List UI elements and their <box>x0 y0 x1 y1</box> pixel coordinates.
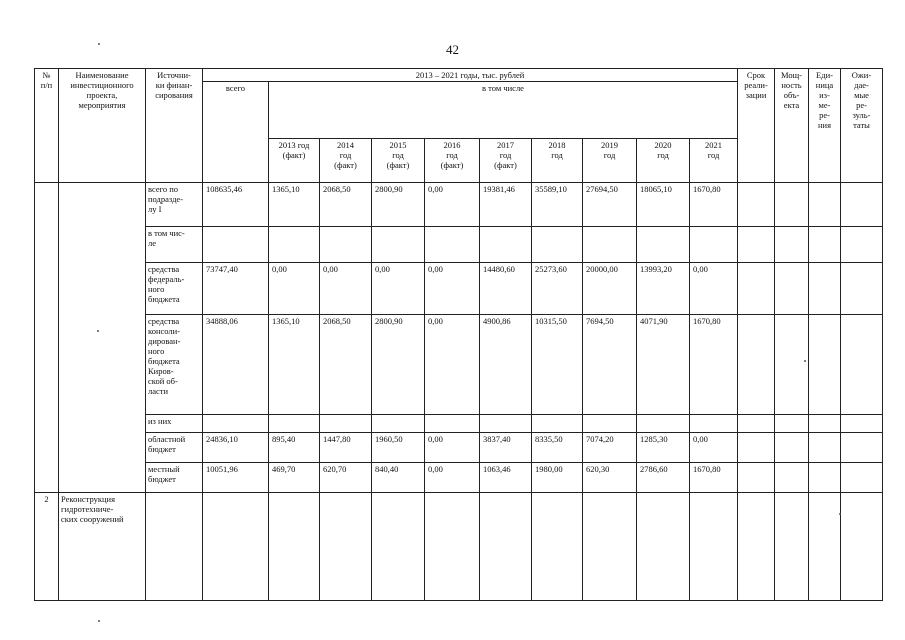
year-value-cell <box>425 227 480 263</box>
year-value-cell: 0,00 <box>690 433 738 463</box>
empty-cell <box>532 493 583 601</box>
empty-cell <box>809 263 841 315</box>
header-number: № п/п <box>35 69 59 183</box>
empty-cell <box>841 415 883 433</box>
year-value-cell: 10315,50 <box>532 315 583 415</box>
empty-cell <box>146 493 203 601</box>
header-year: 2013 год (факт) <box>269 139 320 183</box>
year-value-cell: 1980,00 <box>532 463 583 493</box>
header-year: 2018 год <box>532 139 583 183</box>
year-value-cell <box>269 415 320 433</box>
total-cell <box>203 415 269 433</box>
total-cell: 24836,10 <box>203 433 269 463</box>
empty-cell <box>425 493 480 601</box>
funding-source-cell: из них <box>146 415 203 433</box>
empty-cell <box>372 493 425 601</box>
funding-source-cell: всего по подразде- лу I <box>146 183 203 227</box>
project-name-cell <box>59 183 146 493</box>
empty-cell <box>841 183 883 227</box>
empty-cell <box>269 493 320 601</box>
year-value-cell <box>532 415 583 433</box>
empty-cell <box>775 263 809 315</box>
empty-cell <box>775 463 809 493</box>
total-cell: 73747,40 <box>203 263 269 315</box>
year-value-cell: 840,40 <box>372 463 425 493</box>
funding-source-cell: средства федераль- ного бюджета <box>146 263 203 315</box>
year-value-cell <box>583 227 637 263</box>
year-value-cell: 20000,00 <box>583 263 637 315</box>
empty-cell <box>775 433 809 463</box>
scan-speck <box>98 620 100 622</box>
empty-cell <box>775 183 809 227</box>
total-cell: 108635,46 <box>203 183 269 227</box>
empty-cell <box>637 493 690 601</box>
year-value-cell: 2800,90 <box>372 183 425 227</box>
scan-speck <box>98 43 100 45</box>
empty-cell <box>809 463 841 493</box>
empty-cell <box>738 415 775 433</box>
investment-budget-table <box>34 68 883 601</box>
empty-cell <box>775 315 809 415</box>
row-number-cell: 2 <box>35 493 59 601</box>
year-value-cell <box>320 415 372 433</box>
empty-cell <box>809 315 841 415</box>
header-total: всего <box>203 82 269 183</box>
header-term: Срок реали- зации <box>738 69 775 183</box>
year-value-cell: 18065,10 <box>637 183 690 227</box>
scan-speck <box>97 330 99 332</box>
header-funding-source: Источни- ки финан- сирования <box>146 69 203 183</box>
year-value-cell: 1960,50 <box>372 433 425 463</box>
header-including: в том числе <box>269 82 738 139</box>
empty-cell <box>809 493 841 601</box>
empty-cell <box>738 263 775 315</box>
empty-cell <box>809 415 841 433</box>
year-value-cell: 2068,50 <box>320 183 372 227</box>
year-value-cell: 25273,60 <box>532 263 583 315</box>
year-value-cell: 19381,46 <box>480 183 532 227</box>
funding-source-cell: в том чис- ле <box>146 227 203 263</box>
header-year: 2015 год (факт) <box>372 139 425 183</box>
empty-cell <box>775 415 809 433</box>
year-value-cell <box>372 415 425 433</box>
year-value-cell: 620,30 <box>583 463 637 493</box>
year-value-cell: 1063,46 <box>480 463 532 493</box>
empty-cell <box>775 493 809 601</box>
year-value-cell: 0,00 <box>372 263 425 315</box>
year-value-cell: 1365,10 <box>269 315 320 415</box>
year-value-cell: 7694,50 <box>583 315 637 415</box>
empty-cell <box>690 493 738 601</box>
empty-cell <box>775 227 809 263</box>
empty-cell <box>809 183 841 227</box>
year-value-cell: 1447,80 <box>320 433 372 463</box>
year-value-cell <box>637 227 690 263</box>
empty-cell <box>841 493 883 601</box>
empty-cell <box>738 315 775 415</box>
year-value-cell: 895,40 <box>269 433 320 463</box>
year-value-cell <box>690 415 738 433</box>
year-value-cell: 0,00 <box>320 263 372 315</box>
year-value-cell: 27694,50 <box>583 183 637 227</box>
header-capacity: Мощ- ность объ- екта <box>775 69 809 183</box>
year-value-cell: 0,00 <box>269 263 320 315</box>
header-period-title: 2013 – 2021 годы, тыс. рублей <box>203 69 738 82</box>
empty-cell <box>480 493 532 601</box>
empty-cell <box>841 463 883 493</box>
year-value-cell: 0,00 <box>425 463 480 493</box>
table-row <box>35 433 883 463</box>
year-value-cell: 2800,90 <box>372 315 425 415</box>
empty-cell <box>738 183 775 227</box>
year-value-cell: 0,00 <box>425 263 480 315</box>
scan-speck <box>804 360 806 362</box>
year-value-cell: 620,70 <box>320 463 372 493</box>
table-row <box>35 315 883 415</box>
empty-cell <box>738 463 775 493</box>
year-value-cell: 1670,80 <box>690 463 738 493</box>
year-value-cell <box>372 227 425 263</box>
empty-cell <box>320 493 372 601</box>
year-value-cell <box>320 227 372 263</box>
funding-source-cell: областной бюджет <box>146 433 203 463</box>
funding-source-cell: местный бюджет <box>146 463 203 493</box>
table-row <box>35 183 883 227</box>
header-expected-results: Ожи- дае- мые ре- зуль- таты <box>841 69 883 183</box>
table-row <box>35 415 883 433</box>
table-row <box>35 463 883 493</box>
year-value-cell <box>269 227 320 263</box>
header-year: 2021 год <box>690 139 738 183</box>
empty-cell <box>841 315 883 415</box>
year-value-cell: 13993,20 <box>637 263 690 315</box>
year-value-cell: 1285,30 <box>637 433 690 463</box>
year-value-cell: 14480,60 <box>480 263 532 315</box>
empty-cell <box>738 433 775 463</box>
empty-cell <box>809 433 841 463</box>
year-value-cell: 1670,80 <box>690 315 738 415</box>
header-year: 2019 год <box>583 139 637 183</box>
table-row <box>35 227 883 263</box>
year-value-cell: 0,00 <box>425 315 480 415</box>
year-value-cell: 4900,86 <box>480 315 532 415</box>
empty-cell <box>809 227 841 263</box>
year-value-cell <box>583 415 637 433</box>
scan-speck <box>839 513 841 515</box>
header-year: 2020 год <box>637 139 690 183</box>
header-year: 2017 год (факт) <box>480 139 532 183</box>
year-value-cell: 2068,50 <box>320 315 372 415</box>
empty-cell <box>738 493 775 601</box>
total-cell: 34888,06 <box>203 315 269 415</box>
page-number: 42 <box>446 42 459 57</box>
table-row <box>35 263 883 315</box>
year-value-cell: 1670,80 <box>690 183 738 227</box>
empty-cell <box>583 493 637 601</box>
header-unit: Еди- ница из- ме- ре- ния <box>809 69 841 183</box>
funding-source-cell: средства консоли- дирован- ного бюджета Киров- ской об- ласти <box>146 315 203 415</box>
empty-cell <box>841 227 883 263</box>
year-value-cell <box>425 415 480 433</box>
empty-cell <box>841 263 883 315</box>
year-value-cell: 8335,50 <box>532 433 583 463</box>
total-cell <box>203 227 269 263</box>
year-value-cell: 35589,10 <box>532 183 583 227</box>
year-value-cell <box>637 415 690 433</box>
header-year: 2016 год (факт) <box>425 139 480 183</box>
year-value-cell <box>480 227 532 263</box>
year-value-cell: 0,00 <box>690 263 738 315</box>
year-value-cell: 3837,40 <box>480 433 532 463</box>
header-project-name: Наименование инвестиционного проекта, мероприятия <box>59 69 146 183</box>
year-value-cell: 2786,60 <box>637 463 690 493</box>
project-name-cell: Реконструкция гидротехниче- ских сооружений <box>59 493 146 601</box>
year-value-cell: 469,70 <box>269 463 320 493</box>
year-value-cell: 0,00 <box>425 183 480 227</box>
year-value-cell <box>532 227 583 263</box>
year-value-cell <box>690 227 738 263</box>
empty-cell <box>738 227 775 263</box>
table-row <box>35 493 883 601</box>
row-number-cell <box>35 183 59 493</box>
empty-cell <box>203 493 269 601</box>
empty-cell <box>841 433 883 463</box>
year-value-cell: 7074,20 <box>583 433 637 463</box>
year-value-cell: 0,00 <box>425 433 480 463</box>
year-value-cell: 4071,90 <box>637 315 690 415</box>
total-cell: 10051,96 <box>203 463 269 493</box>
year-value-cell <box>480 415 532 433</box>
year-value-cell: 1365,10 <box>269 183 320 227</box>
header-year: 2014 год (факт) <box>320 139 372 183</box>
